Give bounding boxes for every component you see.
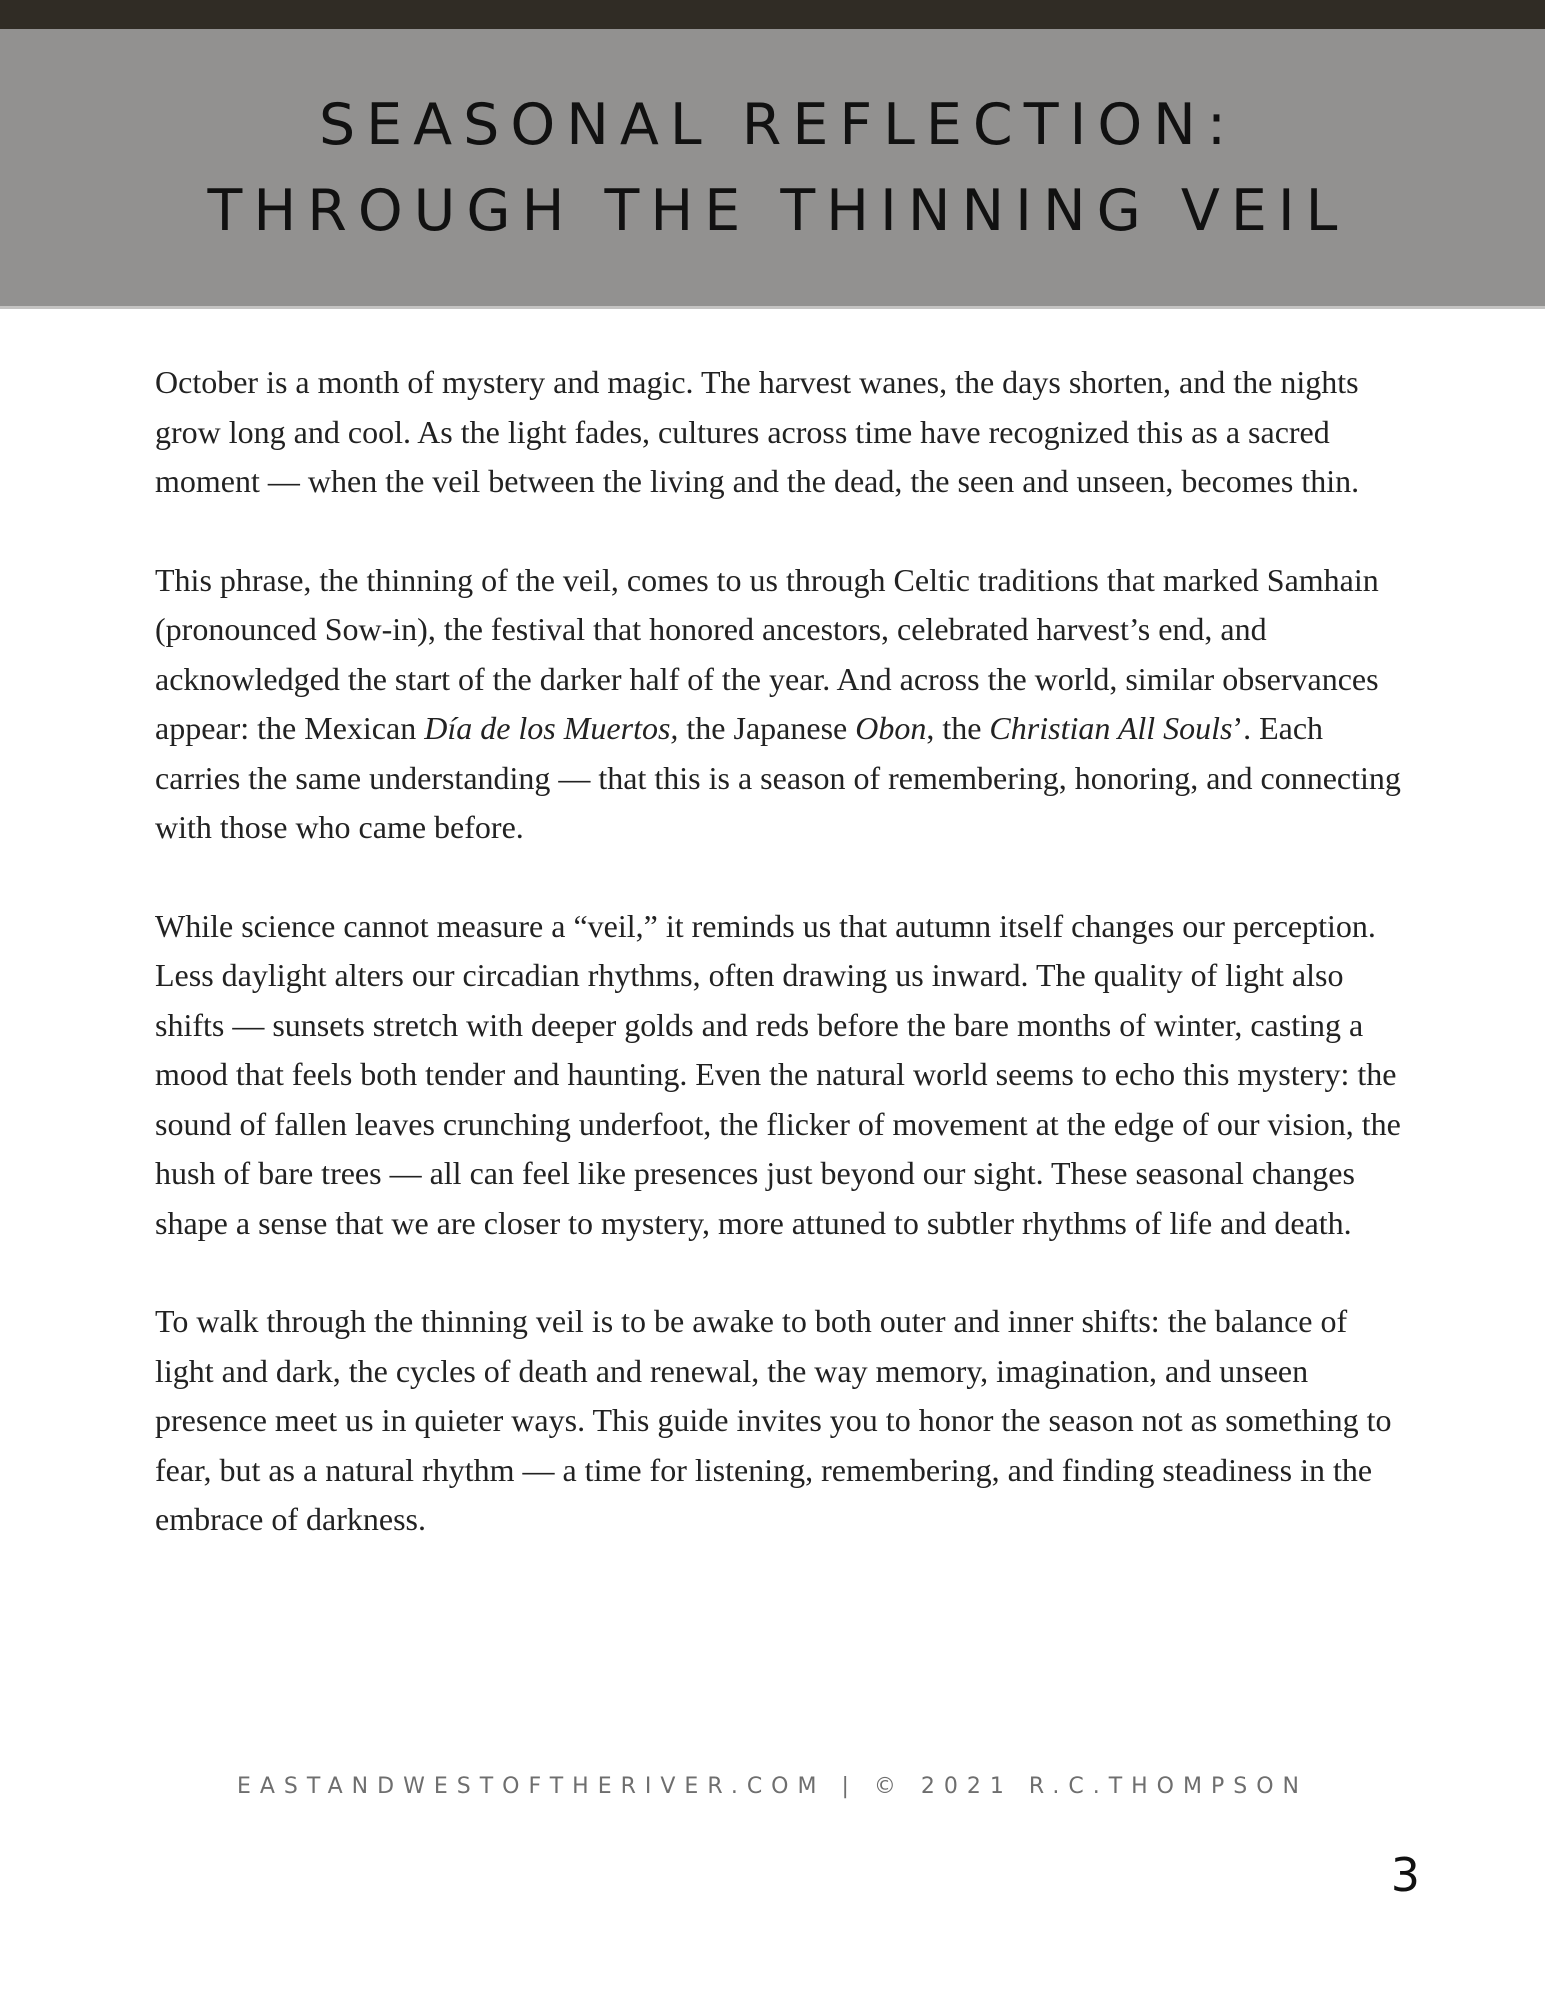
paragraph-2-text-c: , the xyxy=(926,710,990,746)
article-body xyxy=(155,358,1405,1594)
paragraph-4: To walk through the thinning veil is to be awake to both outer and inner shifts: the balance of light and dark, the cycles of death and renewal, the way memory, imagination, and unseen presence meet us in quieter ways. This guide invites you to honor the season not as something to fear, but as a natural rhythm — a time for listening, remembering, and finding steadiness in the embrace of darkness. xyxy=(155,1303,1392,1537)
page-title-line-2: THROUGH THE THINNING VEIL xyxy=(207,177,1349,244)
paragraph-3: While science cannot measure a “veil,” it reminds us that autumn itself changes our perception. Less daylight alters our circadian rhythms, often drawing us inward. The quality of light also shifts — sunsets stretch with deeper golds and reds before the bare months of winter, casting a mood that feels both tender and haunting. Even the natural world seems to echo this mystery: the sound of fallen leaves crunching underfoot, the flicker of movement at the edge of our vision, the hush of bare trees — all can feel like presences just beyond our sight. These seasonal changes shape a sense that we are closer to mystery, more attuned to subtler rhythms of life and death. xyxy=(155,907,1401,1241)
header-divider xyxy=(0,306,1545,309)
paragraph-2-text-d: ’. Each carries the same understanding — that this is a season of remembering, honoring, and connecting with those who came before. xyxy=(155,710,1401,845)
footer-credit: EASTANDWESTOFTHERIVER.COM | © 2021 R.C.THOMPSON xyxy=(236,1774,1308,1799)
page-title-line-1: SEASONAL REFLECTION: xyxy=(318,91,1238,158)
paragraph-2-text-b: the Japanese xyxy=(678,710,856,746)
paragraph-1: October is a month of mystery and magic. The harvest wanes, the days shorten, and the nights grow long and cool. As the light fades, cultures across time have recognized this as a sacred moment — when the veil between the living and the dead, the seen and unseen, becomes thin. xyxy=(155,364,1360,499)
obon-term: Obon xyxy=(855,710,927,746)
paragraph-2-text-a: This phrase, the thinning of the veil, comes to us through Celtic traditions that marked Samhain (pronounced Sow-in), the festival that honored ancestors, celebrated harvest’s end, and acknowledged the start of the darker half of the year. And across the world, similar observances appear: the Mexican xyxy=(155,561,1379,746)
paragraph-2 xyxy=(155,556,1405,853)
header-band xyxy=(0,29,1545,306)
all-souls-term: Christian All Souls xyxy=(989,710,1233,746)
dia-de-los-muertos-term: Día de los Muertos, xyxy=(424,710,679,746)
page-number: 3 xyxy=(1390,1848,1420,1902)
top-strip xyxy=(0,0,1545,29)
